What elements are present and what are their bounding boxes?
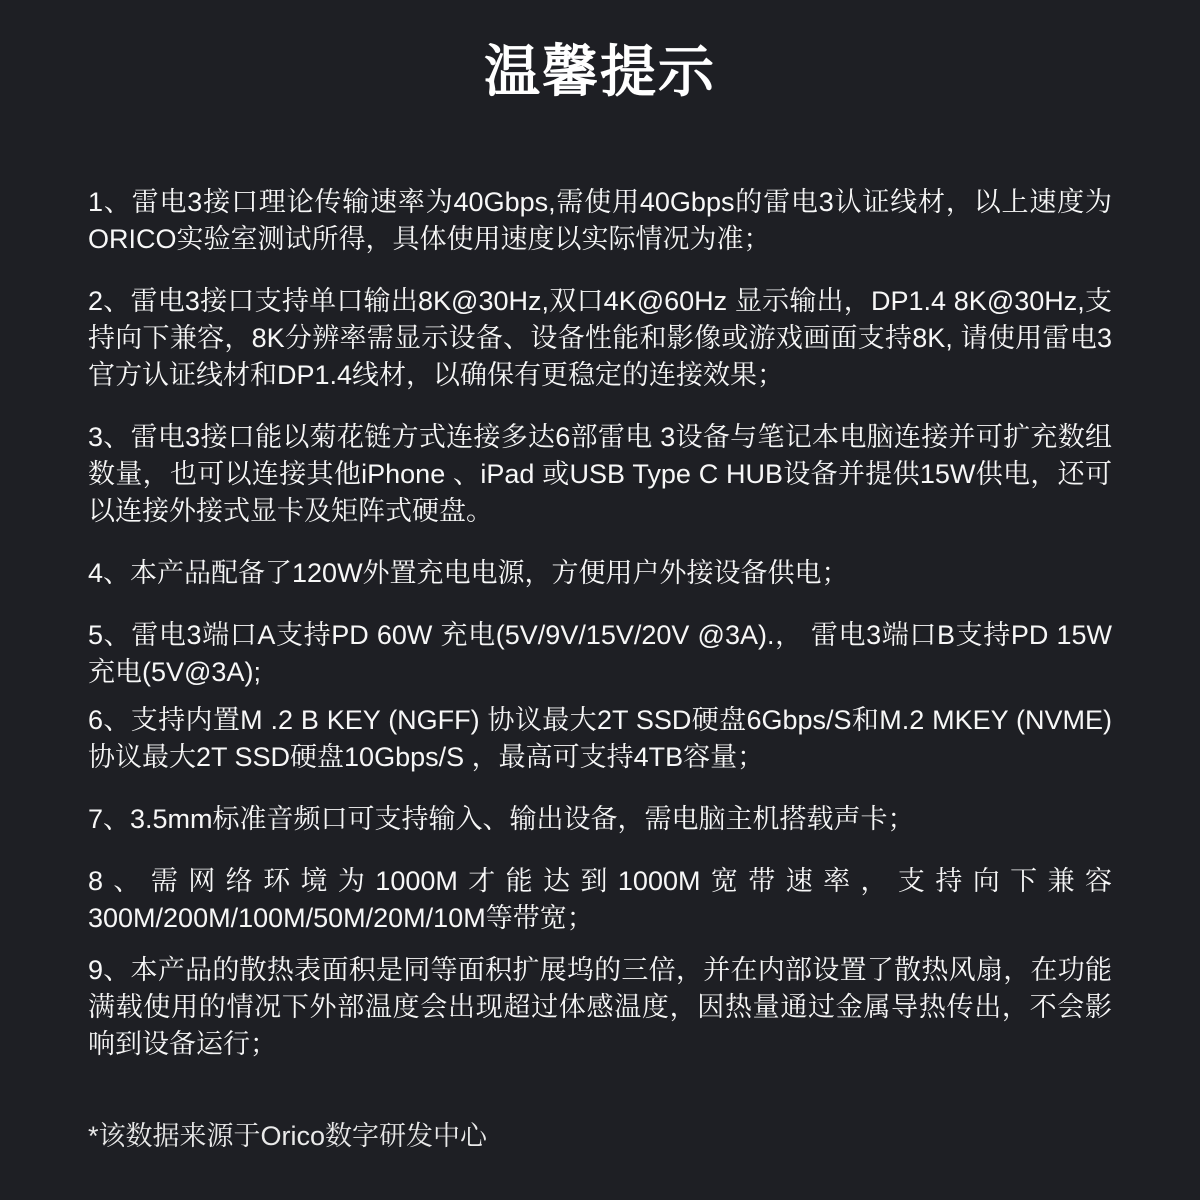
note-item-6: 6、支持内置M .2 B KEY (NGFF) 协议最大2T SSD硬盘6Gbps/S和M.2 MKEY (NVME) 协议最大2T SSD硬盘10Gbps/S ，最高可支持4TB容量； (88, 705, 1112, 772)
notes-list (88, 184, 1112, 1063)
note-item-1: 1、雷电3接口理论传输速率为40Gbps,需使用40Gbps的雷电3认证线材，以上速度为ORICO实验室测试所得，具体使用速度以实际情况为准； (88, 187, 1112, 254)
note-item-8: 8、需网络环境为1000M才能达到1000M宽带速率，支持向下兼容300M/200M/100M/50M/20M/10M等带宽； (88, 866, 1112, 933)
note-item-2: 2、雷电3接口支持单口输出8K@30Hz,双口4K@60Hz 显示输出，DP1.4 8K@30Hz,支持向下兼容，8K分辨率需显示设备、设备性能和影像或游戏画面支持8K, 请使用雷电3官方认证线材和DP1.4线材，以确保有更稳定的连接效果； (88, 286, 1112, 390)
note-item-7: 7、3.5mm标准音频口可支持输入、输出设备，需电脑主机搭载声卡； (88, 804, 915, 834)
footnote: *该数据来源于Orico数字研发中心 (88, 1121, 488, 1151)
page-title: 温馨提示 (484, 40, 716, 103)
note-item-9: 9、本产品的散热表面积是同等面积扩展坞的三倍，并在内部设置了散热风扇，在功能满载使用的情况下外部温度会出现超过体感温度，因热量通过金属导热传出，不会影响到设备运行； (88, 955, 1112, 1059)
note-item-5: 5、雷电3端口A支持PD 60W 充电(5V/9V/15V/20V @3A).， 雷电3端口B支持PD 15W 充电(5V@3A); (88, 620, 1112, 687)
note-item-4: 4、本产品配备了120W外置充电电源，方便用户外接设备供电； (88, 558, 849, 588)
note-item-3: 3、雷电3接口能以菊花链方式连接多达6部雷电 3设备与笔记本电脑连接并可扩充数组数量，也可以连接其他iPhone 、iPad 或USB Type C HUB设备并提供15W供电，还可以连接外接式显卡及矩阵式硬盘。 (88, 422, 1112, 526)
